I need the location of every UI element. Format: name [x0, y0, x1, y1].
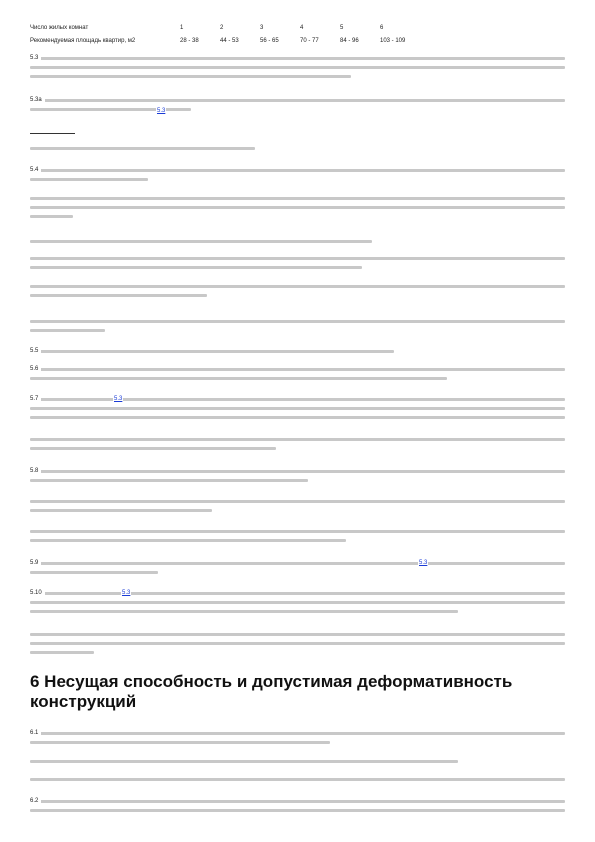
table-cell: 4 — [300, 24, 304, 31]
paragraph-5-3 — [30, 57, 565, 84]
paragraph-adverse-conditions — [30, 240, 565, 249]
paragraph-attic-area — [30, 438, 565, 456]
paragraph-5-5 — [30, 350, 565, 359]
clause-link[interactable]: 5.3 — [122, 590, 131, 596]
clause-number: 6.1 — [30, 730, 41, 737]
section-heading: 6 Несущая способность и допустимая деформативность конструкций — [30, 672, 513, 711]
paragraph-dust — [30, 320, 565, 338]
clause-number: 5.3а — [30, 97, 45, 104]
paragraph-6-2 — [30, 800, 565, 818]
table-row-label: Рекомендуемая площадь квартир, м2 — [30, 37, 136, 44]
clause-link[interactable]: 5.3 — [114, 396, 123, 402]
clause-number: 5.5 — [30, 348, 41, 355]
paragraph-climate — [30, 257, 565, 275]
table-cell: 3 — [260, 24, 264, 31]
clause-link[interactable]: 5.3 — [157, 108, 166, 114]
paragraph-5-8 — [30, 470, 565, 488]
clause-number: 6.2 — [30, 798, 41, 805]
clause-number: 5.3 — [30, 55, 41, 62]
paragraph-corridor-height — [30, 500, 565, 518]
paragraph-deterioration — [30, 778, 565, 787]
paragraph-5-6 — [30, 368, 565, 386]
clause-link[interactable]: 5.3 — [419, 560, 428, 566]
clause-number: 5.9 — [30, 560, 41, 567]
table-cell: 44 - 53 — [220, 37, 239, 44]
table-row — [30, 21, 430, 34]
footnote — [30, 147, 565, 156]
paragraph-noise — [30, 285, 565, 303]
table-cell: 2 — [220, 24, 224, 31]
paragraph-5-9 — [30, 562, 565, 580]
paragraph-5-7 — [30, 398, 565, 425]
table-cell: 28 - 38 — [180, 37, 199, 44]
table-cell: 56 - 65 — [260, 37, 279, 44]
paragraph-5-3a — [30, 99, 565, 117]
table-row — [30, 34, 430, 47]
table-cell: 84 - 96 — [340, 37, 359, 44]
paragraph-destruction — [30, 760, 565, 769]
footnote-divider — [30, 133, 75, 134]
paragraph-6-1 — [30, 732, 565, 750]
clause-number: 5.10 — [30, 590, 45, 597]
clause-number: 5.6 — [30, 366, 41, 373]
clause-number: 5.7 — [30, 396, 41, 403]
rooms-area-table — [30, 21, 430, 47]
paragraph-combined-bathroom — [30, 633, 565, 660]
paragraph-5-10 — [30, 592, 565, 619]
paragraph-5-4 — [30, 169, 565, 187]
table-cell: 70 - 77 — [300, 37, 319, 44]
table-cell: 1 — [180, 24, 184, 31]
clause-number: 5.8 — [30, 468, 41, 475]
paragraph-loggias — [30, 197, 565, 224]
table-cell: 6 — [380, 24, 384, 31]
table-cell: 5 — [340, 24, 344, 31]
table-cell: 103 - 109 — [380, 37, 406, 44]
table-row-label: Число жилых комнат — [30, 24, 89, 31]
clause-number: 5.4 — [30, 167, 41, 174]
paragraph-attic-height — [30, 530, 565, 548]
